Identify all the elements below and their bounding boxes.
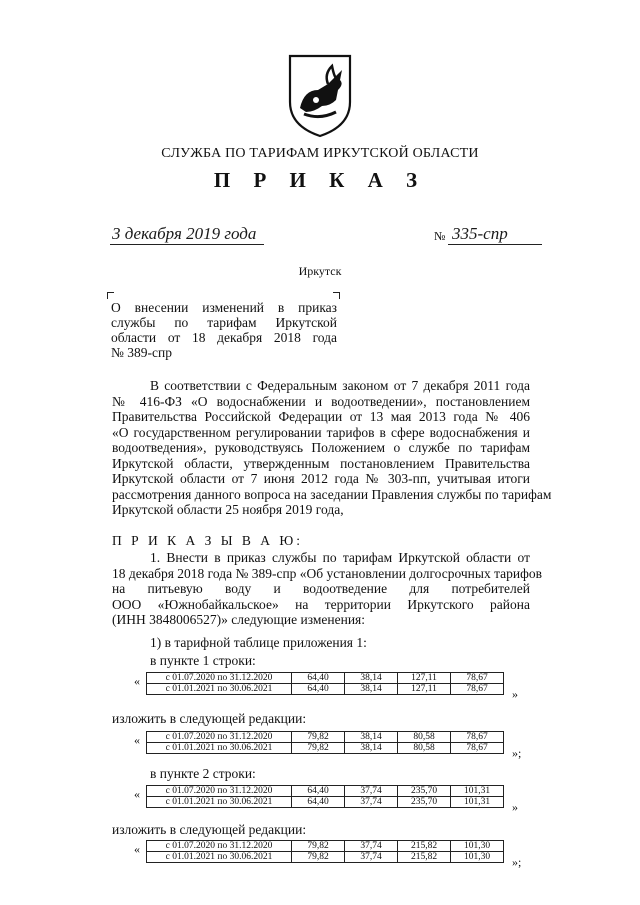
value-cell: 64,40 <box>292 786 345 797</box>
decree-word: П Р И К А З Ы В А Ю: <box>112 533 304 548</box>
service-name: СЛУЖБА ПО ТАРИФАМ ИРКУТСКОЙ ОБЛАСТИ <box>161 146 479 161</box>
period-cell: с 01.07.2020 по 31.12.2020 <box>147 786 292 797</box>
value-cell: 101,31 <box>451 786 504 797</box>
value-cell: 38,14 <box>345 673 398 684</box>
value-cell: 215,82 <box>398 852 451 863</box>
preamble-line: № 416-ФЗ «О водоснабжении и водоотведении», постановлением <box>112 393 530 409</box>
value-cell: 38,14 <box>345 732 398 743</box>
period-cell: с 01.07.2020 по 31.12.2020 <box>147 673 292 684</box>
irkutsk-coat-of-arms-emblem <box>284 50 356 140</box>
date-underline <box>110 244 264 245</box>
period-cell: с 01.07.2020 по 31.12.2020 <box>147 732 292 743</box>
table-row <box>147 743 504 754</box>
point-1-line: ООО «Южнобайкальское» на территории Иркутского района <box>112 596 530 612</box>
value-cell: 37,74 <box>345 797 398 808</box>
point-1-line: 18 декабря 2018 года № 389-спр «Об установлении долгосрочных тарифов <box>112 565 543 581</box>
order-date-handwritten: 3 декабря 2019 года <box>112 224 257 243</box>
preamble-line: «О государственном регулировании тарифов в сфере водоснабжения и <box>112 424 530 440</box>
value-cell: 235,70 <box>398 786 451 797</box>
period-cell: с 01.01.2021 по 30.06.2021 <box>147 852 292 863</box>
value-cell: 80,58 <box>398 732 451 743</box>
preamble-paragraph <box>112 378 552 518</box>
table-row <box>147 841 504 852</box>
table-row <box>147 797 504 808</box>
point-1-line: (ИНН 3848006527)» следующие изменения: <box>112 612 365 627</box>
value-cell: 80,58 <box>398 743 451 754</box>
document-title: П Р И К А З <box>213 168 427 192</box>
period-cell: с 01.01.2021 по 30.06.2021 <box>147 797 292 808</box>
value-cell: 79,82 <box>292 732 345 743</box>
value-cell: 127,11 <box>398 684 451 695</box>
order-number-handwritten: 335-спр <box>452 224 508 243</box>
subject-line: службы по тарифам Иркутской <box>111 315 337 330</box>
point-1-paragraph <box>112 550 543 628</box>
period-cell: с 01.01.2021 по 30.06.2021 <box>147 743 292 754</box>
period-cell: с 01.07.2020 по 31.12.2020 <box>147 841 292 852</box>
value-cell: 78,67 <box>451 743 504 754</box>
value-cell: 79,82 <box>292 852 345 863</box>
value-cell: 101,30 <box>451 852 504 863</box>
value-cell: 64,40 <box>292 797 345 808</box>
row-2-label: в пункте 2 строки: <box>150 766 256 781</box>
preamble-line: Иркутской области 25 ноября 2019 года, <box>112 502 344 517</box>
subject-corner-left <box>107 292 114 299</box>
tariff-table-point2-new <box>146 840 504 863</box>
value-cell: 37,74 <box>345 852 398 863</box>
value-cell: 37,74 <box>345 786 398 797</box>
value-cell: 101,30 <box>451 841 504 852</box>
quote-close-semicolon: »; <box>512 746 522 760</box>
value-cell: 215,82 <box>398 841 451 852</box>
value-cell: 79,82 <box>292 841 345 852</box>
replace-label: изложить в следующей редакции: <box>112 822 307 837</box>
value-cell: 101,31 <box>451 797 504 808</box>
value-cell: 235,70 <box>398 797 451 808</box>
quote-open: « <box>134 674 140 688</box>
quote-close-semicolon: »; <box>512 855 522 869</box>
subject-line: № 389-спр <box>111 345 172 360</box>
preamble-line: Иркутской области, утвержденным постановлением Правительства <box>112 455 530 471</box>
subject-line: О внесении изменений в приказ <box>111 300 337 315</box>
number-label: № <box>434 229 446 243</box>
preamble-line: рассмотрения данного вопроса на заседании Правления службы по тарифам <box>112 486 552 502</box>
value-cell: 38,14 <box>345 743 398 754</box>
subject-corner-right <box>333 292 340 299</box>
value-cell: 37,74 <box>345 841 398 852</box>
city-name: Иркутск <box>298 264 342 278</box>
value-cell: 78,67 <box>451 673 504 684</box>
table-row <box>147 786 504 797</box>
tariff-table-point1-new <box>146 731 504 754</box>
number-underline <box>448 244 542 245</box>
quote-open: « <box>134 787 140 801</box>
table-row <box>147 673 504 684</box>
quote-open: « <box>134 842 140 856</box>
value-cell: 127,11 <box>398 673 451 684</box>
quote-close: » <box>512 800 518 814</box>
subject-line: области от 18 декабря 2018 года <box>111 330 337 345</box>
order-subject <box>111 300 337 360</box>
quote-close: » <box>512 687 518 701</box>
value-cell: 64,40 <box>292 684 345 695</box>
replace-label: изложить в следующей редакции: <box>112 711 307 726</box>
table-row <box>147 684 504 695</box>
preamble-line: В соответствии с Федеральным законом от 7 декабря 2011 года <box>150 378 530 393</box>
value-cell: 78,67 <box>451 684 504 695</box>
quote-open: « <box>134 733 140 747</box>
tariff-table-point1-old <box>146 672 504 695</box>
value-cell: 78,67 <box>451 732 504 743</box>
preamble-line: Иркутской области от 7 июня 2012 года № 303-пп, учитывая итоги <box>112 471 530 486</box>
preamble-line: Правительства Российской Федерации от 13 мая 2013 года № 406 <box>112 409 530 424</box>
table-row <box>147 852 504 863</box>
period-cell: с 01.01.2021 по 30.06.2021 <box>147 684 292 695</box>
point-1-line: 1. Внести в приказ службы по тарифам Иркутской области от <box>150 550 530 565</box>
value-cell: 79,82 <box>292 743 345 754</box>
table-row <box>147 732 504 743</box>
preamble-line: водоотведения», руководствуясь Положением о службе по тарифам <box>112 440 530 455</box>
subpoint-1: 1) в тарифной таблице приложения 1: <box>150 635 367 650</box>
tariff-table-point2-old <box>146 785 504 808</box>
row-1-label: в пункте 1 строки: <box>150 653 256 668</box>
value-cell: 38,14 <box>345 684 398 695</box>
point-1-line: на питьевую воду и водоотведение для потребителей <box>112 581 530 596</box>
value-cell: 64,40 <box>292 673 345 684</box>
